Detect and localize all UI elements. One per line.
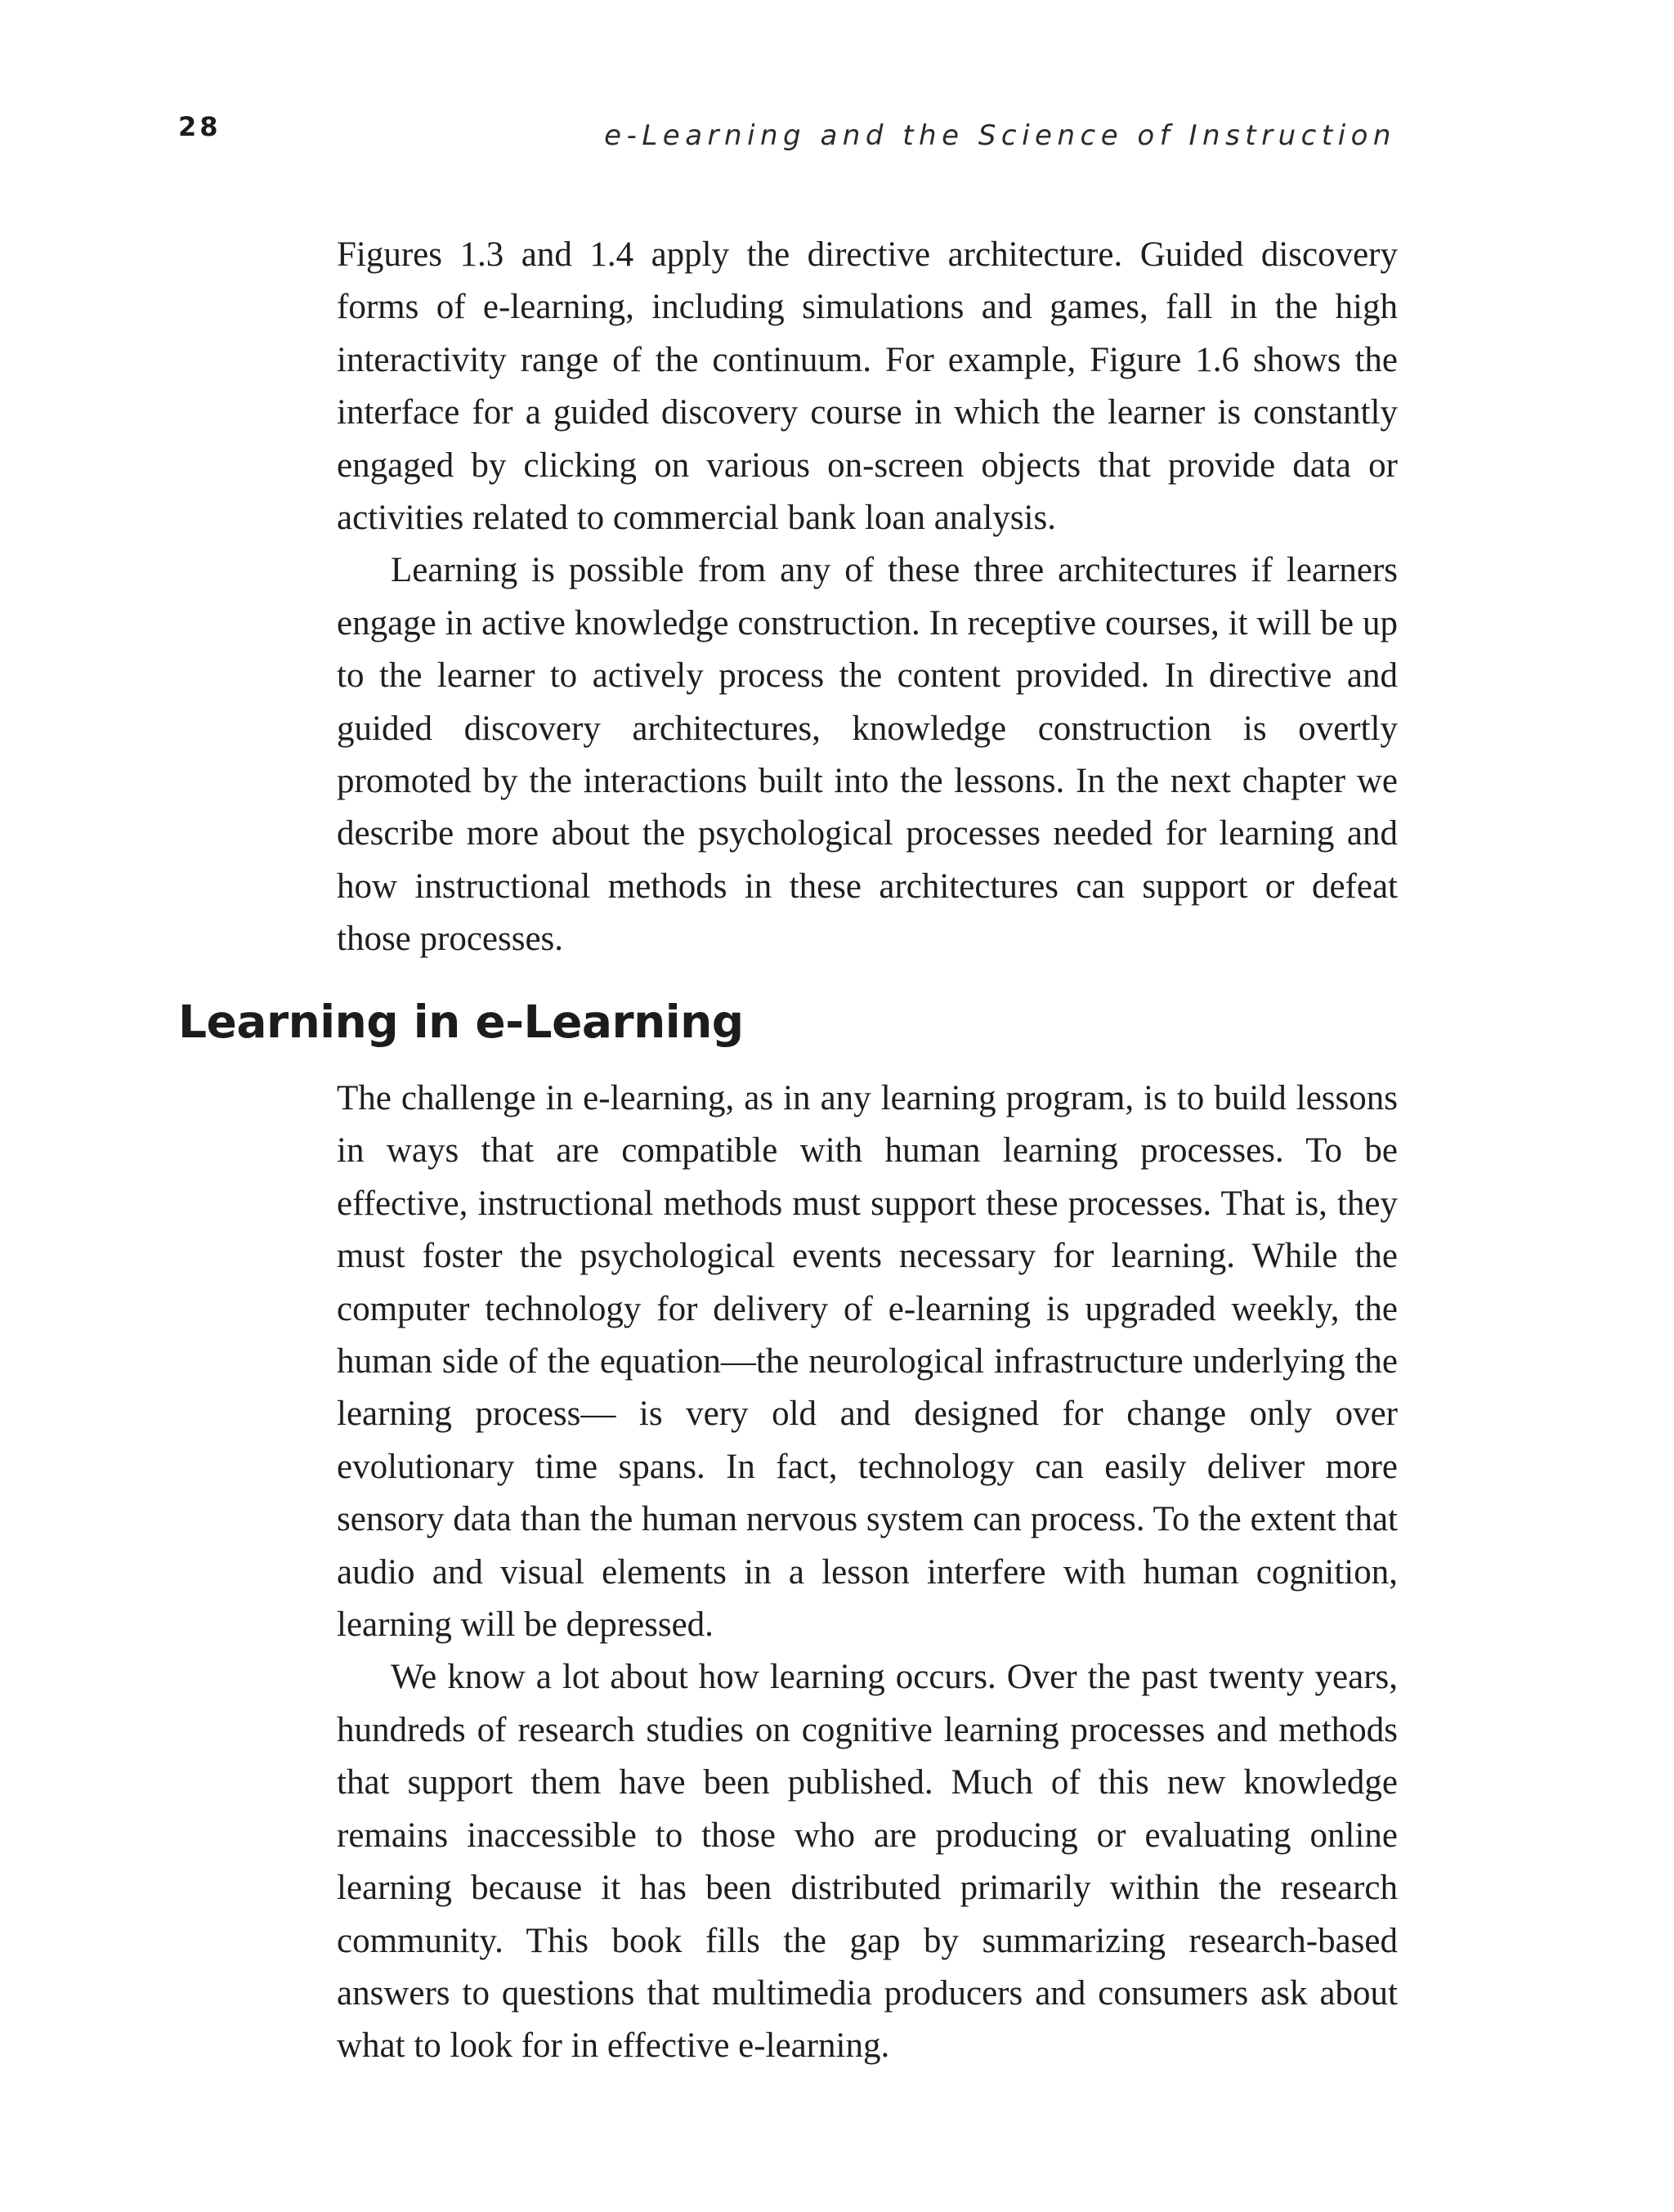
intro-text-block: [337, 229, 1398, 966]
section-text-block: [337, 1072, 1398, 2073]
running-head-title: e-Learning and the Science of Instruction: [604, 119, 1396, 152]
body-paragraph: We know a lot about how learning occurs. Over the past twenty years, hundreds of research studies on cognitive learning processes and methods that support them have been published. Much of this new knowledge remains inaccessible to those who are producing or evaluating online learning because it has been distributed primarily within the research community. This book fills the gap by summarizing research-based answers to questions that multimedia producers and consumers ask about what to look for in effective e-learning.: [337, 1658, 1398, 2066]
body-paragraph: Figures 1.3 and 1.4 apply the directive architecture. Guided discovery forms of e-learning, including simulations and games, fall in the high interactivity range of the continuum. For example, Figure 1.6 shows the interface for a guided discovery course in which the learner is constantly engaged by clicking on various on-screen objects that provide data or activities related to commercial bank loan analysis.: [337, 235, 1398, 538]
section-heading: Learning in e-Learning: [178, 996, 744, 1048]
page-number: 28: [178, 111, 222, 142]
body-paragraph: Learning is possible from any of these three architectures if learners engage in active knowledge construction. In receptive courses, it will be up to the learner to actively process the content provided. In directive and guided discovery architectures, knowledge construction is overtly promoted by the interactions built into the lessons. In the next chapter we describe more about the psychological processes needed for learning and how instructional methods in these architectures can support or defeat those processes.: [337, 551, 1398, 959]
body-paragraph: The challenge in e-learning, as in any learning program, is to build lessons in ways that are compatible with human learning processes. To be effective, instructional methods must support these processes. That is, they must foster the psychological events necessary for learning. While the computer technology for delivery of e-learning is upgraded weekly, the human side of the equation—the neurological infrastructure underlying the learning process— is very old and designed for change only over evolutionary time spans. In fact, technology can easily deliver more sensory data than the human nervous system can process. To the extent that audio and visual elements in a lesson interfere with human cognition, learning will be depressed.: [337, 1079, 1398, 1645]
